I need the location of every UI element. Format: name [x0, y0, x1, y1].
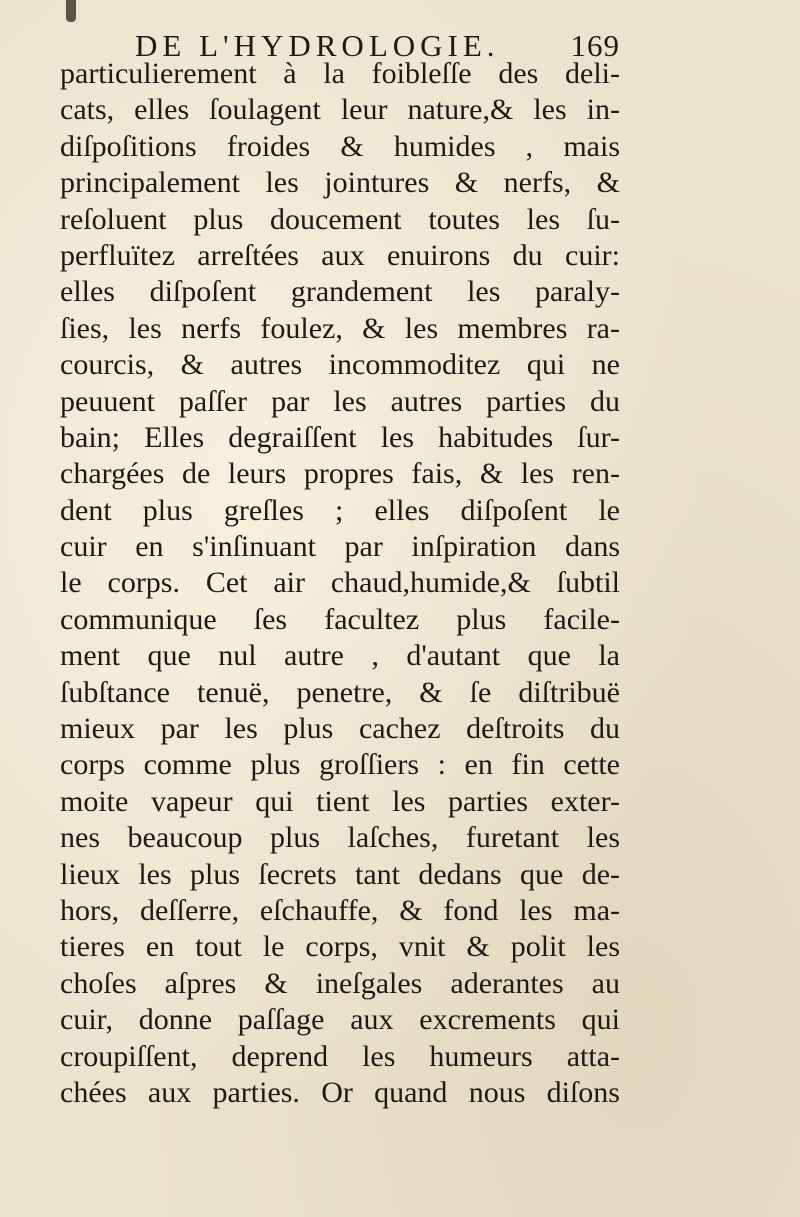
- text-line: moite vapeur qui tient les parties exter-: [60, 784, 620, 818]
- text-line: elles diſpoſent grandement les paraly-: [60, 275, 620, 309]
- running-head: DE L'HYDROLOGIE.: [135, 28, 500, 63]
- text-line: dent plus greſles ; elles diſpoſent le: [60, 493, 620, 527]
- text-line: cuir, donne paſſage aux excrements qui: [60, 1003, 620, 1037]
- text-line: corps comme plus groſſiers : en fin cette: [60, 748, 620, 782]
- text-line: ſies, les nerfs foulez, & les membres ra-: [60, 311, 620, 345]
- text-line: bain; Elles degraiſſent les habitudes ſur-: [60, 420, 620, 454]
- text-line: lieux les plus ſecrets tant dedans que de-: [60, 857, 620, 891]
- text-line: ment que nul autre , d'autant que la: [60, 639, 620, 673]
- text-line: principalement les jointures & nerfs, &: [60, 166, 620, 200]
- text-line: croupiſſent, deprend les humeurs atta-: [60, 1039, 620, 1073]
- text-line: courcis, & autres incommoditez qui ne: [60, 348, 620, 382]
- text-line: choſes aſpres & ineſgales aderantes au: [60, 966, 620, 1000]
- text-line: le corps. Cet air chaud,humide,& ſubtil: [60, 566, 620, 600]
- text-line: chargées de leurs propres fais, & les ren-: [60, 457, 620, 491]
- text-line: perfluïtez arreſtées aux enuirons du cuir:: [60, 238, 620, 272]
- text-line: tieres en tout le corps, vnit & polit les: [60, 930, 620, 964]
- body-text: [60, 56, 620, 1111]
- text-line: diſpoſitions froides & humides , mais: [60, 129, 620, 163]
- page-number: 169: [570, 28, 620, 63]
- text-line: peuuent paſſer par les autres parties du: [60, 384, 620, 418]
- text-line: cuir en s'inſinuant par inſpiration dans: [60, 530, 620, 564]
- text-line: communique ſes facultez plus facile-: [60, 602, 620, 636]
- text-line: cats, elles ſoulagent leur nature,& les in-: [60, 93, 620, 127]
- text-line: nes beaucoup plus laſches, furetant les: [60, 821, 620, 855]
- ink-mark: [66, 0, 76, 22]
- text-line: ſubſtance tenuë, penetre, & ſe diſtribuë: [60, 675, 620, 709]
- text-line: chées aux parties. Or quand nous diſons: [60, 1075, 620, 1109]
- text-line: particulierement à la foibleſſe des deli-: [60, 57, 620, 90]
- text-line: mieux par les plus cachez deſtroits du: [60, 712, 620, 746]
- text-line: hors, deſſerre, eſchauffe, & fond les ma-: [60, 893, 620, 927]
- text-line: reſoluent plus doucement toutes les ſu-: [60, 202, 620, 236]
